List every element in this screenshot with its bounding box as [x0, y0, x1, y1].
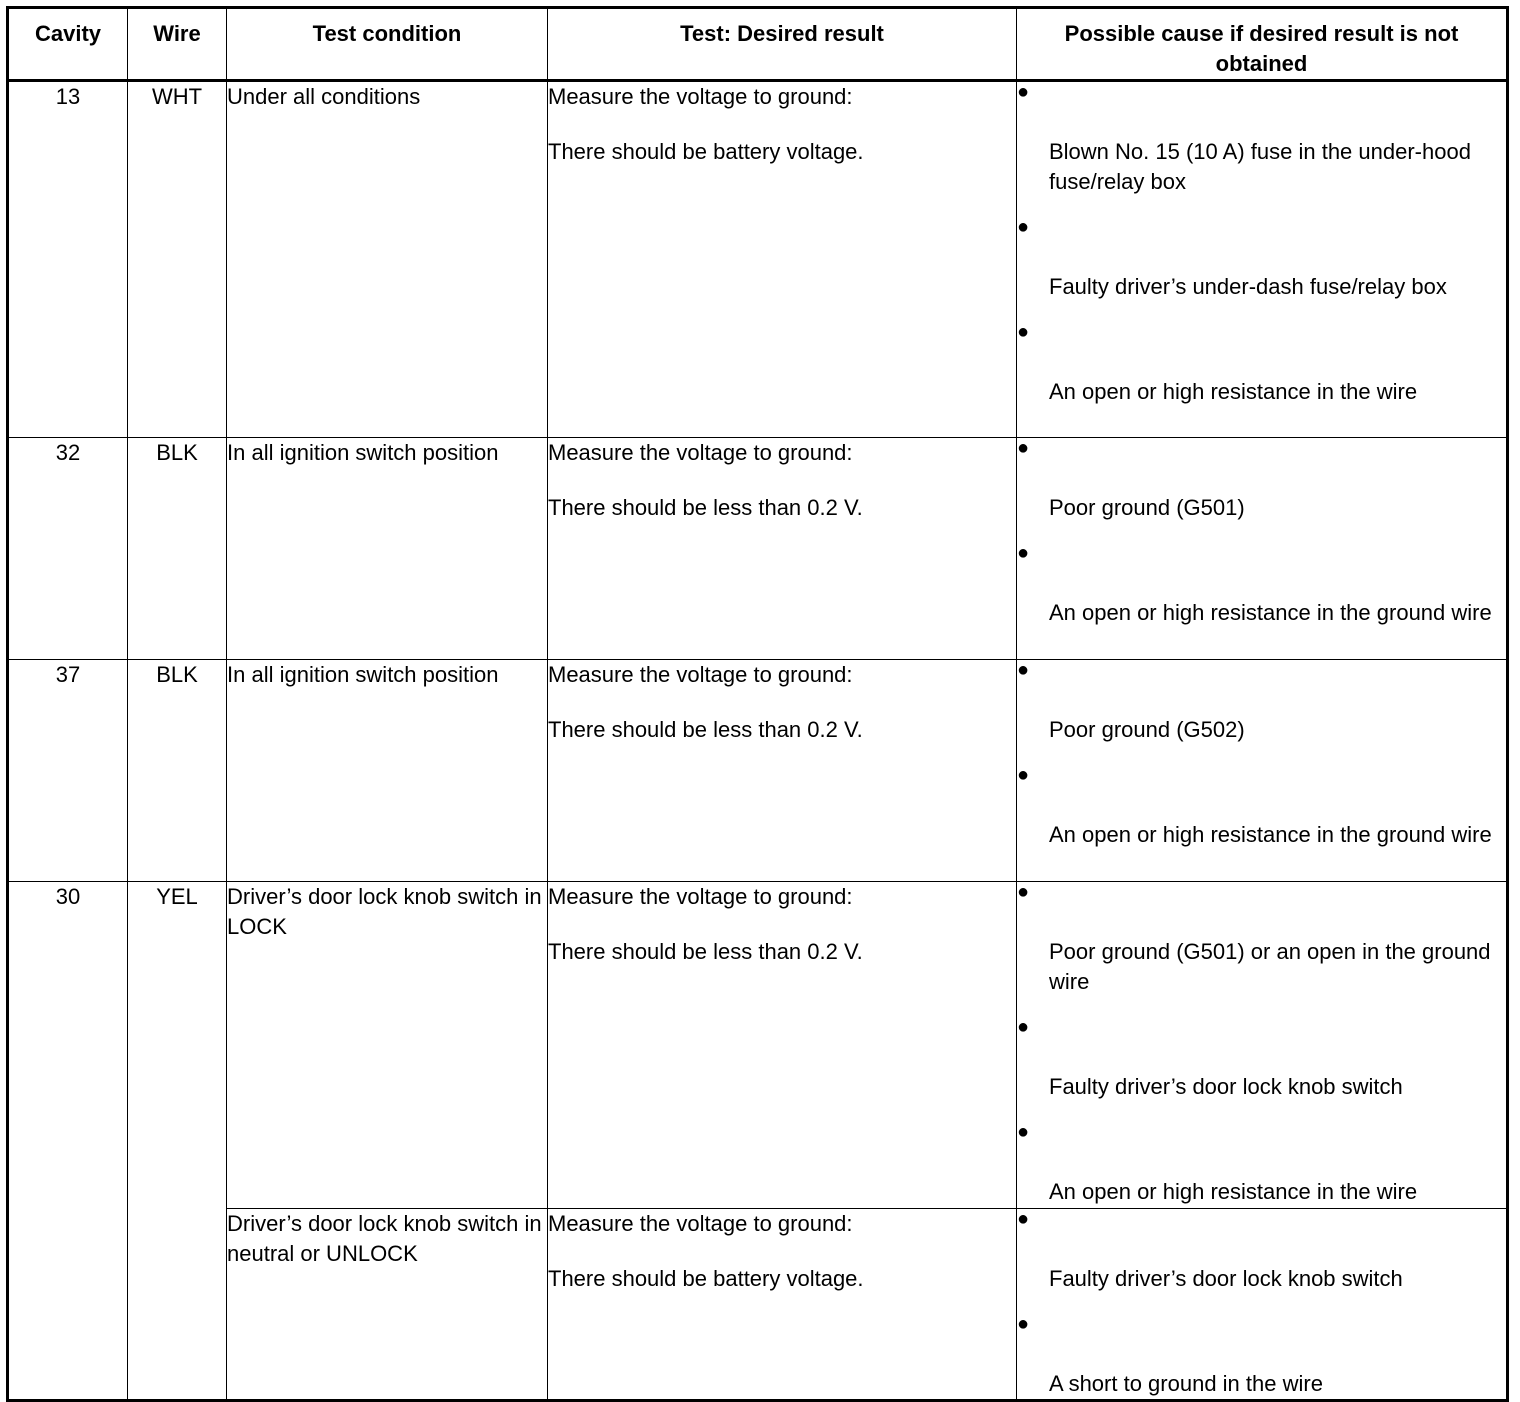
- condition-cell: In all ignition switch position: [227, 438, 548, 660]
- cause-text: An open or high resistance in the ground wire: [1049, 822, 1492, 847]
- cause-item: [1017, 1314, 1506, 1399]
- table-row: [8, 882, 1508, 1209]
- table-row: [8, 1209, 1508, 1401]
- cause-item: [1017, 1209, 1506, 1294]
- cause-item: [1017, 882, 1506, 997]
- header-test-condition: Test condition: [227, 8, 548, 81]
- cause-item: [1017, 322, 1506, 407]
- cause-text: A short to ground in the wire: [1049, 1371, 1323, 1396]
- bullet-icon: ●: [1017, 542, 1030, 564]
- result-line: Measure the voltage to ground:: [548, 662, 853, 687]
- cause-cell: [1017, 81, 1508, 438]
- test-table: [6, 6, 1509, 1402]
- bullet-icon: ●: [1017, 437, 1030, 459]
- condition-cell: Driver’s door lock knob switch in neutral or UNLOCK: [227, 1209, 548, 1401]
- cause-text: Poor ground (G501) or an open in the ground wire: [1049, 939, 1491, 994]
- result-cell: [548, 882, 1017, 1209]
- table-row: [8, 660, 1508, 882]
- cause-item: [1017, 1122, 1506, 1207]
- result-line: There should be battery voltage.: [548, 1266, 864, 1291]
- cause-cell: [1017, 1209, 1508, 1401]
- result-line: Measure the voltage to ground:: [548, 884, 853, 909]
- cause-text: Poor ground (G502): [1049, 717, 1245, 742]
- result-line: Measure the voltage to ground:: [548, 84, 853, 109]
- header-possible-cause: Possible cause if desired result is not obtained: [1017, 8, 1508, 81]
- result-line: Measure the voltage to ground:: [548, 440, 853, 465]
- cause-text: Poor ground (G501): [1049, 495, 1245, 520]
- cause-cell: [1017, 882, 1508, 1209]
- cause-text: An open or high resistance in the wire: [1049, 379, 1418, 404]
- header-desired-result: Test: Desired result: [548, 8, 1017, 81]
- result-line: There should be less than 0.2 V.: [548, 717, 863, 742]
- result-line: There should be less than 0.2 V.: [548, 495, 863, 520]
- cause-item: [1017, 765, 1506, 850]
- result-cell: [548, 1209, 1017, 1401]
- cause-text: Faulty driver’s under-dash fuse/relay box: [1049, 274, 1447, 299]
- condition-cell: Driver’s door lock knob switch in LOCK: [227, 882, 548, 1209]
- bullet-icon: ●: [1017, 1016, 1030, 1038]
- wire-cell: BLK: [128, 660, 227, 882]
- cause-text: An open or high resistance in the wire: [1049, 1179, 1418, 1204]
- result-cell: [548, 660, 1017, 882]
- wire-cell: WHT: [128, 81, 227, 438]
- bullet-icon: ●: [1017, 81, 1030, 103]
- condition-cell: In all ignition switch position: [227, 660, 548, 882]
- cause-cell: [1017, 438, 1508, 660]
- cause-item: [1017, 217, 1506, 302]
- wire-cell: YEL: [128, 882, 227, 1401]
- result-line: There should be battery voltage.: [548, 139, 864, 164]
- cause-item: [1017, 1017, 1506, 1102]
- cavity-cell: 30: [8, 882, 128, 1401]
- table-row: [8, 438, 1508, 660]
- cause-item: [1017, 438, 1506, 523]
- header-wire: Wire: [128, 8, 227, 81]
- bullet-icon: ●: [1017, 659, 1030, 681]
- cause-item: [1017, 660, 1506, 745]
- cavity-cell: 37: [8, 660, 128, 882]
- bullet-icon: ●: [1017, 1121, 1030, 1143]
- result-line: Measure the voltage to ground:: [548, 1211, 853, 1236]
- cause-text: An open or high resistance in the ground wire: [1049, 600, 1492, 625]
- bullet-icon: ●: [1017, 1208, 1030, 1230]
- cause-cell: [1017, 660, 1508, 882]
- cause-text: Faulty driver’s door lock knob switch: [1049, 1074, 1403, 1099]
- cavity-cell: 32: [8, 438, 128, 660]
- table-row: [8, 81, 1508, 438]
- wire-cell: BLK: [128, 438, 227, 660]
- bullet-icon: ●: [1017, 1313, 1030, 1335]
- header-cavity: Cavity: [8, 8, 128, 81]
- cause-item: [1017, 543, 1506, 628]
- cause-text: Blown No. 15 (10 A) fuse in the under-hood fuse/relay box: [1049, 139, 1471, 194]
- header-row: [8, 8, 1508, 81]
- bullet-icon: ●: [1017, 881, 1030, 903]
- cavity-cell: 13: [8, 81, 128, 438]
- bullet-icon: ●: [1017, 764, 1030, 786]
- cause-item: [1017, 82, 1506, 197]
- result-cell: [548, 438, 1017, 660]
- bullet-icon: ●: [1017, 321, 1030, 343]
- result-cell: [548, 81, 1017, 438]
- cause-text: Faulty driver’s door lock knob switch: [1049, 1266, 1403, 1291]
- result-line: There should be less than 0.2 V.: [548, 939, 863, 964]
- bullet-icon: ●: [1017, 216, 1030, 238]
- condition-cell: Under all conditions: [227, 81, 548, 438]
